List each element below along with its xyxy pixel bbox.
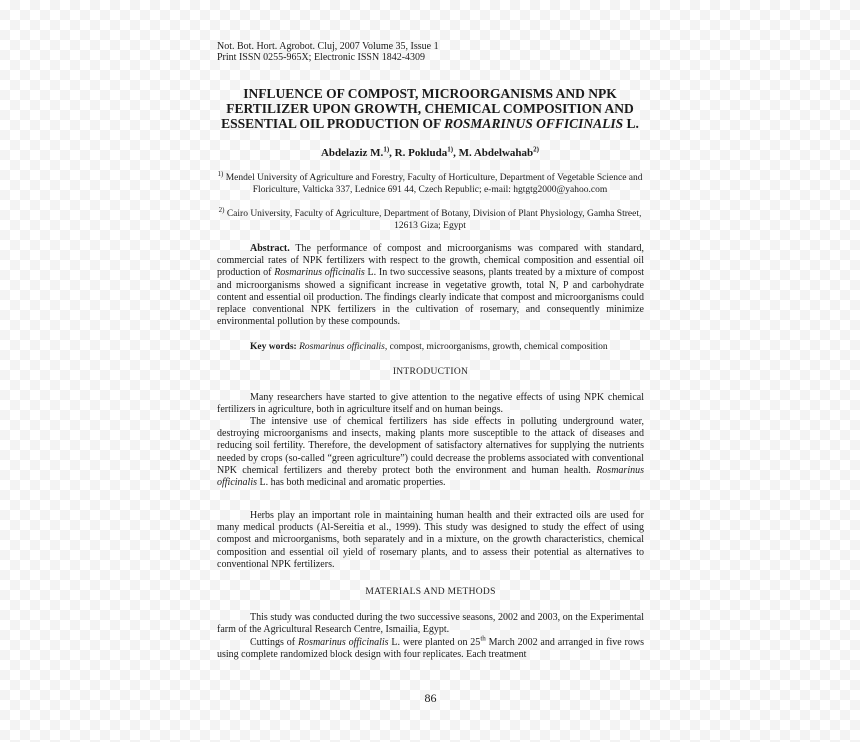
page-number: 86 xyxy=(424,691,437,705)
journal-header-line1: Not. Bot. Hort. Agrobot. Cluj, 2007 Volume 35, Issue 1 xyxy=(217,41,439,52)
author-3: , M. Abdelwahab xyxy=(453,147,534,159)
keywords: Key words: Rosmarinus officinalis, compost, microorganisms, growth, chemical composition xyxy=(250,342,608,352)
methods-paragraph-1: This study was conducted during the two successive seasons, 2002 and 2003, on the Experimental farm of the Agricultural Research Centre, Ismailia, Egypt. xyxy=(217,612,644,636)
paper-title xyxy=(200,86,660,131)
keywords-label: Key words: xyxy=(250,342,297,352)
intro-paragraph-2: The intensive use of chemical fertilizers has side effects in polluting underground water, destroying microorganisms and insects, making plants more susceptible to the attack of diseases and reducing soil fertility. Therefore, the development of satisfactory alternatives for supplying the nutrients needed by crops (so-called “green agriculture”) could decrease the problems associated with conventional NPK chemical fertilizers and thereby protect both the environment and human health. Rosmarinus officinalis L. has both medicinal and aromatic properties. xyxy=(217,416,644,489)
journal-header-line2: Print ISSN 0255-965X; Electronic ISSN 1842-4309 xyxy=(217,52,426,63)
author-list: Abdelaziz M.$^{1)}$, R. Pokluda$^{1)}$, M. Abdelwahab$^{2)}$ xyxy=(320,145,539,159)
affiliation-1: $^{1)}$ Mendel University of Agriculture and Forestry, Faculty of Horticulture, Department of Vegetable Science and Floriculture, Valticka 337, Lednice 691 44, Czech Republic; e-mail: hgtgtg2000@yahoo.com xyxy=(217,169,643,195)
methods-paragraph-2: Cuttings of Rosmarinus officinalis L. were planted on 25th March 2002 and arranged in five rows using complete randomized block design with four replicates. Each treatment xyxy=(217,634,644,661)
title-species: ROSMARINUS OFFICINALIS xyxy=(444,116,624,131)
title-line-2: FERTILIZER UPON GROWTH, CHEMICAL COMPOSITION AND xyxy=(226,101,634,116)
abstract: Abstract. The performance of compost and microorganisms was compared with standard, commercial rates of NPK fertilizers with respect to the growth, chemical composition and essential oil production of Rosmarinus officinalis L. In two successive seasons, plants treated by a mixture of compost and microorganisms showed a significant increase in vegetative growth, total N, P and carbohydrate content and essential oil production. The findings clearly indicate that compost and microorganisms could replace conventional NPK fertilizers in the cultivation of rosemary, and consequently minimize environmental pollution by these compounds. xyxy=(217,243,645,328)
author-2: , R. Pokluda xyxy=(389,147,448,159)
abstract-label: Abstract. xyxy=(250,243,290,254)
author-1: Abdelaziz M. xyxy=(320,147,384,159)
section-heading-methods: MATERIALS AND METHODS xyxy=(365,587,496,597)
title-line-1: INFLUENCE OF COMPOST, MICROORGANISMS AND NPK xyxy=(243,86,617,101)
intro-paragraph-3: Herbs play an important role in maintaining human health and their extracted oils are used for many medical products (Al-Sereitia et al., 1999). This study was designed to study the effect of using compost and microorganisms, both separately and in a mixture, on the growth characteristics, chemical composition and essential oil yield of rosemary plants, and to assess their potential as alternatives to conventional NPK fertilizers. xyxy=(217,510,644,570)
title-line-3: ESSENTIAL OIL PRODUCTION OF ROSMARINUS OFFICINALIS L. xyxy=(221,116,639,131)
section-heading-introduction: INTRODUCTION xyxy=(392,367,469,377)
intro-paragraph-1: Many researchers have started to give attention to the negative effects of using NPK chemical fertilizers in agriculture, both in agriculture itself and on human beings. xyxy=(217,392,644,416)
affiliation-2: $^{2)}$ Cairo University, Faculty of Agriculture, Department of Botany, Division of Plant Physiology, Gamha Street, 12613 Giza; Egypt xyxy=(218,205,642,231)
